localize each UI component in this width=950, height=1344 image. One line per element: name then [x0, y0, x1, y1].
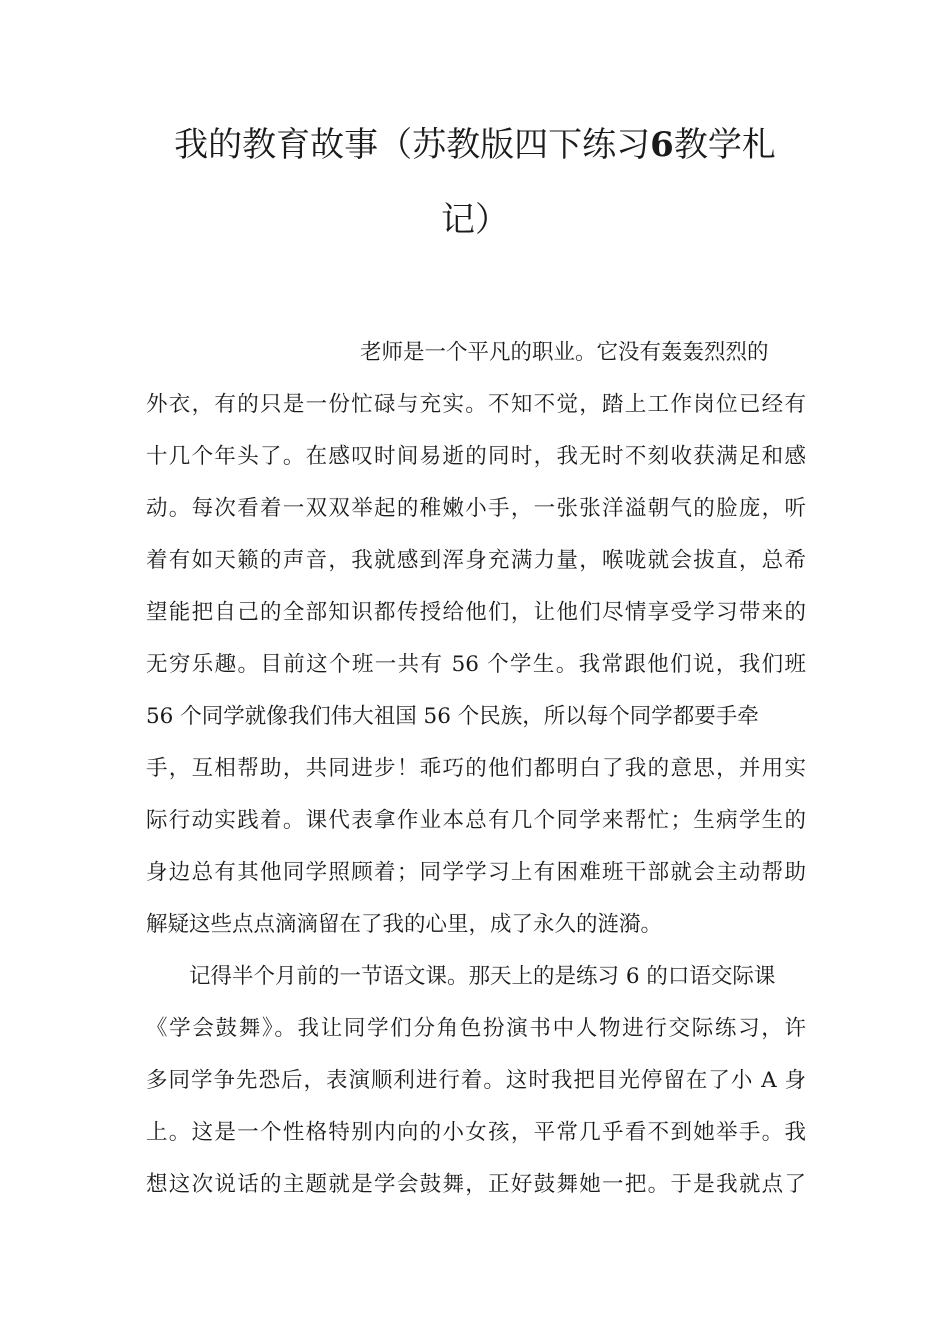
paragraph-line: 身边总有其他同学照顾着；同学学习上有困难班干部就会主动帮助: [146, 860, 806, 885]
document-title-continued: 记）: [441, 200, 509, 240]
paragraph-line: 外衣，有的只是一份忙碌与充实。不知不觉，踏上工作岗位已经有: [146, 392, 806, 417]
paragraph-line: 动。每次看着一双双举起的稚嫩小手，一张张洋溢朝气的脸庞，听: [146, 496, 806, 521]
document-body: [146, 327, 806, 1211]
title-text-part2: 教学札: [673, 125, 776, 165]
paragraph-line: 望能把自己的全部知识都传授给他们，让他们尽情享受学习带来的: [146, 600, 806, 625]
paragraph-line: 际行动实践着。课代表拿作业本总有几个同学来帮忙；生病学生的: [146, 808, 806, 833]
paragraph-line: 十几个年头了。在感叹时间易逝的同时，我无时不刻收获满足和感: [146, 444, 806, 469]
title-text-part1: 我的教育故事（苏教版四下练习: [174, 125, 651, 165]
paragraph-line: 上。这是一个性格特别内向的小女孩，平常几乎看不到她举手。我: [146, 1120, 806, 1145]
paragraph-line: 记得半个月前的一节语文课。那天上的是练习 6 的口语交际课: [189, 964, 776, 989]
paragraph-line: 手，互相帮助，共同进步！乖巧的他们都明白了我的意思，并用实: [146, 756, 806, 781]
document-title: [140, 125, 810, 165]
paragraph-line: 56 个同学就像我们伟大祖国 56 个民族，所以每个同学都要手牵: [146, 704, 759, 729]
paragraph-line: 老师是一个平凡的职业。它没有轰轰烈烈的: [360, 340, 769, 365]
paragraph-line: 《学会鼓舞》。我让同学们分角色扮演书中人物进行交际练习，许: [146, 1016, 806, 1041]
paragraph-line: 无穷乐趣。目前这个班一共有 56 个学生。我常跟他们说，我们班: [146, 652, 806, 677]
title-number: 6: [650, 125, 674, 165]
paragraph-line: 多同学争先恐后，表演顺利进行着。这时我把目光停留在了小 A 身: [146, 1068, 806, 1093]
paragraph-line: 解疑这些点点滴滴留在了我的心里，成了永久的涟漪。: [146, 912, 663, 937]
paragraph-line: 着有如天籁的声音，我就感到浑身充满力量，喉咙就会拔直，总希: [146, 548, 806, 573]
paragraph-line: 想这次说话的主题就是学会鼓舞，正好鼓舞她一把。于是我就点了: [146, 1172, 806, 1197]
